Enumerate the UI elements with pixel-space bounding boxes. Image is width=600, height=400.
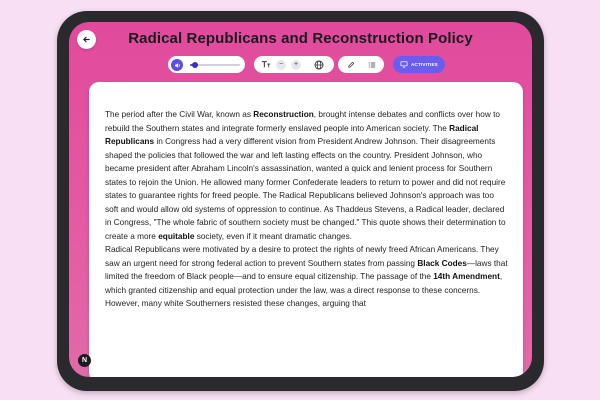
key-term: Radical Republicans	[105, 123, 479, 146]
paragraph-2	[105, 243, 508, 311]
text-tools	[254, 56, 334, 73]
key-term: Reconstruction	[253, 110, 314, 119]
text-size-icon[interactable]	[261, 60, 271, 69]
globe-icon[interactable]	[314, 60, 324, 70]
font-decrease-button[interactable]: −	[276, 60, 286, 70]
text-segment: , brought intense debates and conflicts over how to rebuild the Southern states and integrate formerly enslaved people into American society. The	[105, 110, 500, 133]
page-title: Radical Republicans and Reconstruction Policy	[128, 30, 473, 47]
text-segment: The period after the Civil War, known as	[105, 110, 254, 119]
volume-icon	[174, 56, 181, 74]
monitor-icon	[400, 61, 408, 69]
audio-player	[168, 56, 245, 73]
key-term: equitable	[158, 231, 195, 241]
list-icon[interactable]	[368, 61, 376, 69]
text-segment: —laws that limited the freedom of Black people—and to ensure equal citizenship. The passage of the	[105, 258, 508, 281]
activities-button[interactable]	[393, 56, 445, 73]
text-segment: in Congress had a very different vision from President Andrew Johnson. Their disagreements shaped the policies that followed the war and left lasting effects on the country. President Johnson, who became president after Abraham Lincoln's assassination, wanted a quick and lenient process for Southern states to rejoin the Union. He allowed many former Confederate leaders to return to power and did not require states to guarantee rights for freed people. The Radical Republicans believed Johnson's approach was too soft and would allow old systems of oppression to continue. As Thaddeus Stevens, a Radical leader, declared in Congress, "The whole fabric of southern society must be changed." This quote shows their determination to create a more	[105, 137, 506, 241]
audio-progress-bar[interactable]	[190, 64, 240, 66]
text-segment: Radical Republicans were motivated by a desire to protect the rights of newly freed African Americans. They saw an urgent need for strong federal action to prevent Southern states from passing	[105, 245, 499, 268]
key-term: Black Codes	[417, 258, 467, 268]
activities-label: ACTIVITIES	[411, 62, 438, 67]
key-term: 14th Amendment	[433, 272, 500, 281]
font-increase-button[interactable]: +	[291, 60, 301, 70]
play-audio-button[interactable]	[171, 59, 183, 71]
text-segment: , which granted citizenship and equal protection under the law, was a direct response to these concerns. However, many white Southerners resisted these changes, arguing that	[105, 272, 503, 308]
pencil-icon[interactable]	[347, 61, 355, 69]
audio-progress-handle[interactable]	[192, 62, 198, 68]
n-badge[interactable]: N	[78, 354, 91, 367]
article-text	[105, 108, 508, 311]
annotation-tools	[338, 56, 384, 73]
paragraph-1	[105, 108, 508, 243]
text-segment: society, even if it meant dramatic changes.	[194, 231, 353, 241]
